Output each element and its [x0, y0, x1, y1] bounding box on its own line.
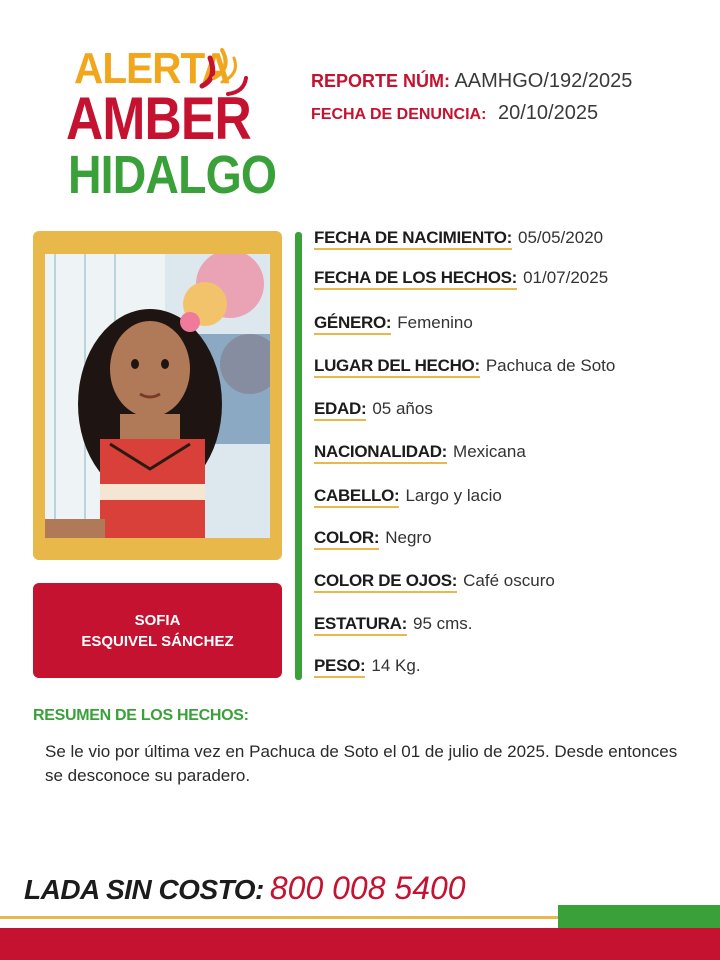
detail-hair-color — [314, 528, 432, 548]
detail-label: PESO: — [314, 656, 365, 678]
detail-value: Femenino — [397, 313, 473, 332]
hotline — [24, 870, 466, 907]
summary-title: RESUMEN DE LOS HECHOS: — [33, 707, 249, 724]
detail-location — [314, 356, 615, 376]
signal-waves-icon — [188, 48, 248, 108]
detail-birth-date — [314, 228, 603, 248]
detail-value: Café oscuro — [463, 571, 555, 590]
detail-label: COLOR: — [314, 528, 379, 550]
report-date-value: 20/10/2025 — [497, 102, 599, 124]
detail-value: Pachuca de Soto — [485, 356, 616, 375]
hotline-phone[interactable]: 800 008 5400 — [269, 870, 466, 906]
detail-gender — [314, 313, 473, 333]
detail-value: 95 cms. — [413, 614, 473, 633]
detail-value: 05/05/2020 — [518, 228, 604, 247]
report-number-line — [311, 70, 632, 93]
detail-nationality — [314, 442, 526, 462]
logo-amber-text: AMBER — [66, 85, 251, 152]
detail-eye-color — [314, 571, 555, 591]
summary-text: Se le vio por última vez en Pachuca de Soto el 01 de julio de 2025. Desde entonces se desconoce su paradero. — [45, 742, 678, 785]
person-name-badge — [33, 583, 282, 678]
logo-alerta-text: ALERTA — [74, 44, 230, 93]
detail-age — [314, 399, 433, 419]
detail-label: EDAD: — [314, 399, 366, 421]
footer-yellow-stripe — [0, 916, 558, 919]
report-date-line — [311, 102, 598, 125]
person-last-name: ESQUIVEL SÁNCHEZ — [81, 632, 234, 650]
detail-value: 01/07/2025 — [523, 268, 609, 287]
missing-person-photo — [45, 254, 270, 538]
detail-value: 05 años — [372, 399, 433, 418]
footer-red-band — [0, 928, 720, 960]
detail-label: GÉNERO: — [314, 313, 391, 335]
detail-label: COLOR DE OJOS: — [314, 571, 457, 593]
alerta-amber-logo — [66, 44, 277, 205]
report-date-label: FECHA DE DENUNCIA: — [311, 106, 487, 123]
hotline-label: LADA SIN COSTO: — [24, 874, 264, 905]
detail-label: LUGAR DEL HECHO: — [314, 356, 480, 378]
report-number-label: REPORTE NÚM: — [311, 71, 450, 91]
detail-value: Largo y lacio — [405, 486, 502, 505]
detail-weight — [314, 656, 421, 676]
person-first-name: SOFIA — [134, 611, 181, 629]
report-number-value: AAMHGO/192/2025 — [454, 70, 633, 92]
detail-value: 14 Kg. — [371, 656, 421, 675]
detail-label: ESTATURA: — [314, 614, 407, 636]
footer-green-block — [558, 905, 720, 928]
details-divider — [295, 232, 302, 680]
detail-value: Mexicana — [453, 442, 526, 461]
detail-label: FECHA DE LOS HECHOS: — [314, 268, 517, 290]
logo-hidalgo-text: HIDALGO — [68, 145, 277, 205]
detail-label: CABELLO: — [314, 486, 399, 508]
detail-height — [314, 614, 473, 634]
detail-label: NACIONALIDAD: — [314, 442, 447, 464]
detail-hair — [314, 486, 502, 506]
detail-value: Negro — [385, 528, 432, 547]
detail-label: FECHA DE NACIMIENTO: — [314, 228, 512, 250]
detail-event-date — [314, 268, 608, 288]
